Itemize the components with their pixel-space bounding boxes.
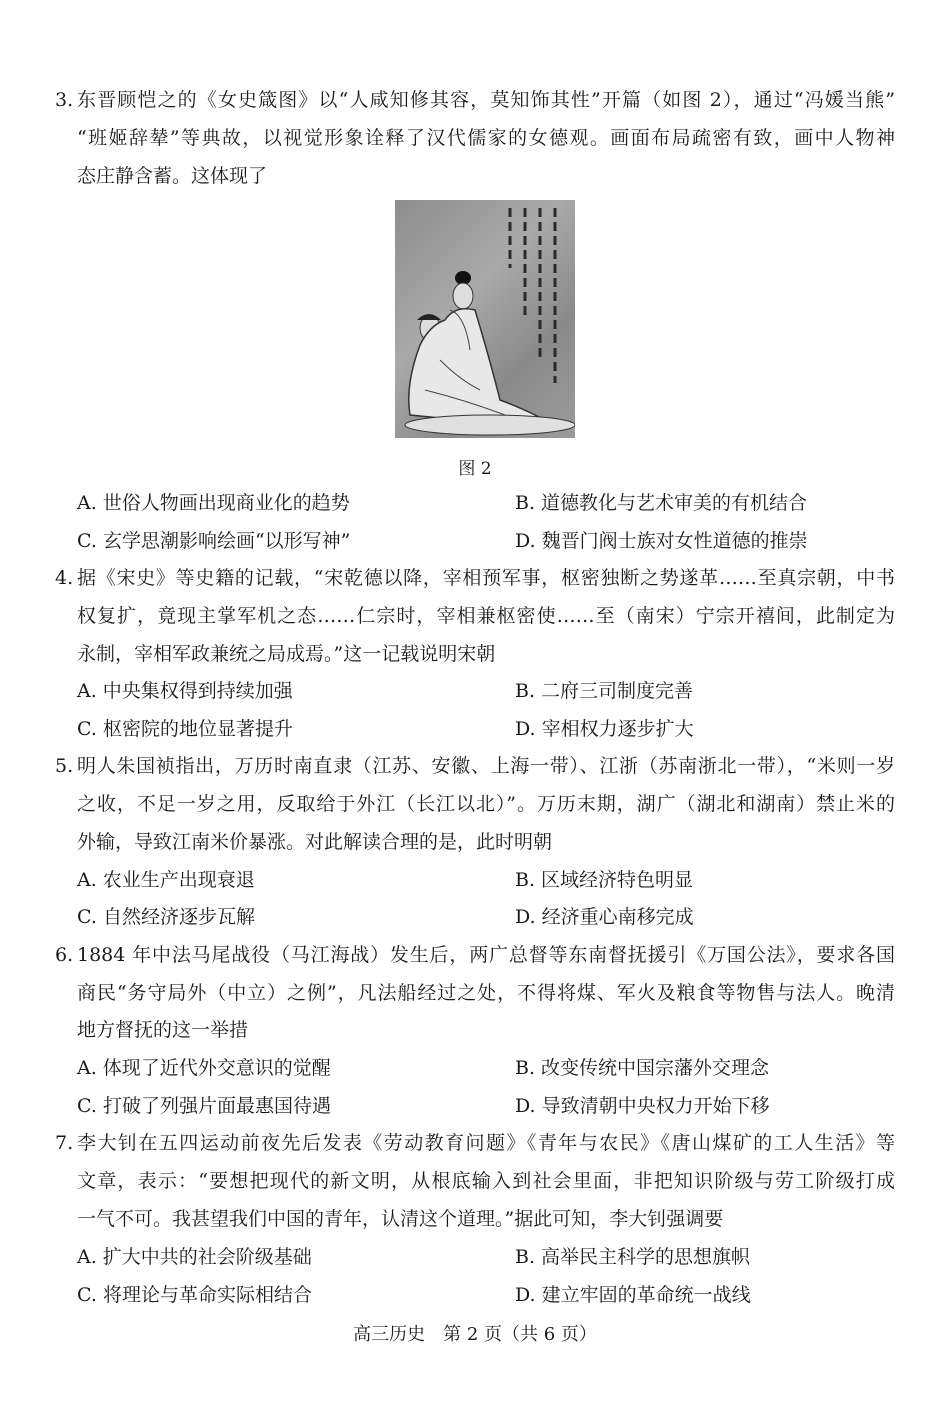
question-number: 4. bbox=[55, 567, 74, 589]
page-footer: 高三历史 第 2 页（共 6 页） bbox=[353, 1324, 597, 1345]
question-text-line: 李大钊在五四运动前夜先后发表《劳动教育问题》《青年与农民》《唐山煤矿的工人生活》等 bbox=[77, 1132, 895, 1154]
option-b[interactable]: B. 改变传统中国宗藩外交理念 bbox=[515, 1057, 770, 1079]
option-c[interactable]: C. 自然经济逐步瓦解 bbox=[77, 906, 255, 928]
question-number: 7. bbox=[55, 1132, 74, 1154]
option-b[interactable]: B. 区域经济特色明显 bbox=[515, 869, 694, 891]
question-text-line: 之收，不足一岁之用，反取给于外江（长江以北）”。万历末期，湖广（湖北和湖南）禁止米的 bbox=[77, 793, 895, 815]
option-d[interactable]: D. 导致清朝中央权力开始下移 bbox=[515, 1095, 770, 1117]
question-number: 6. bbox=[55, 944, 74, 966]
question-text-line: 一气不可。我甚望我们中国的青年，认清这个道理。”据此可知，李大钊强调要 bbox=[77, 1208, 724, 1230]
option-a[interactable]: A. 世俗人物画出现商业化的趋势 bbox=[77, 492, 350, 514]
question-text-line: 权复扩，竟现主掌军机之态……仁宗时，宰相兼枢密使……至（南宋）宁宗开禧间，此制定为 bbox=[77, 605, 895, 627]
option-b[interactable]: B. 道德教化与艺术审美的有机结合 bbox=[515, 492, 808, 514]
option-a[interactable]: A. 中央集权得到持续加强 bbox=[77, 680, 293, 702]
question-text-line: 永制，宰相军政兼统之局成焉。”这一记载说明宋朝 bbox=[77, 643, 496, 665]
option-c[interactable]: C. 打破了列强片面最惠国待遇 bbox=[77, 1095, 331, 1117]
question-text-line: 地方督抚的这一举措 bbox=[77, 1019, 249, 1041]
option-b[interactable]: B. 二府三司制度完善 bbox=[515, 680, 694, 702]
option-b[interactable]: B. 高举民主科学的思想旗帜 bbox=[515, 1246, 751, 1268]
figure-caption: 图 2 bbox=[458, 459, 492, 479]
figure-2-image bbox=[395, 200, 575, 438]
option-c[interactable]: C. 玄学思潮影响绘画“以形写神” bbox=[77, 530, 351, 552]
painting-illustration bbox=[395, 200, 575, 438]
question-text-line: 据《宋史》等史籍的记载，“宋乾德以降，宰相预军事，枢密独断之势遂革……至真宗朝，中书 bbox=[77, 567, 895, 589]
question-text-line: 外输，导致江南米价暴涨。对此解读合理的是，此时明朝 bbox=[77, 831, 553, 853]
question-text-line: “班姬辞辇”等典故，以视觉形象诠释了汉代儒家的女德观。画面布局疏密有致，画中人物神 bbox=[77, 127, 895, 149]
option-a[interactable]: A. 扩大中共的社会阶级基础 bbox=[77, 1246, 312, 1268]
question-text-line: 文章，表示：“要想把现代的新文明，从根底输入到社会里面，非把知识阶级与劳工阶级打成 bbox=[77, 1170, 895, 1192]
option-c[interactable]: C. 将理论与革命实际相结合 bbox=[77, 1284, 312, 1306]
question-text-line: 态庄静含蓄。这体现了 bbox=[77, 165, 268, 187]
option-d[interactable]: D. 魏晋门阀士族对女性道德的推崇 bbox=[515, 530, 808, 552]
option-a[interactable]: A. 农业生产出现衰退 bbox=[77, 869, 255, 891]
question-text-line: 东晋顾恺之的《女史箴图》以“人咸知修其容，莫知饰其性”开篇（如图 2），通过“冯媛当熊” bbox=[77, 89, 895, 111]
question-number: 5. bbox=[55, 755, 74, 777]
option-d[interactable]: D. 宰相权力逐步扩大 bbox=[515, 718, 694, 740]
option-d[interactable]: D. 经济重心南移完成 bbox=[515, 906, 694, 928]
question-number: 3. bbox=[55, 89, 74, 111]
option-a[interactable]: A. 体现了近代外交意识的觉醒 bbox=[77, 1057, 331, 1079]
question-text-line: 商民“务守局外（中立）之例”，凡法船经过之处，不得将煤、军火及粮食等物售与法人。晚清 bbox=[77, 982, 895, 1004]
option-c[interactable]: C. 枢密院的地位显著提升 bbox=[77, 718, 293, 740]
option-d[interactable]: D. 建立牢固的革命统一战线 bbox=[515, 1284, 751, 1306]
question-text-line: 1884 年中法马尾战役（马江海战）发生后，两广总督等东南督抚援引《万国公法》，要求各国 bbox=[77, 944, 895, 966]
question-text-line: 明人朱国祯指出，万历时南直隶（江苏、安徽、上海一带）、江浙（苏南浙北一带），“米则一岁 bbox=[77, 755, 895, 777]
